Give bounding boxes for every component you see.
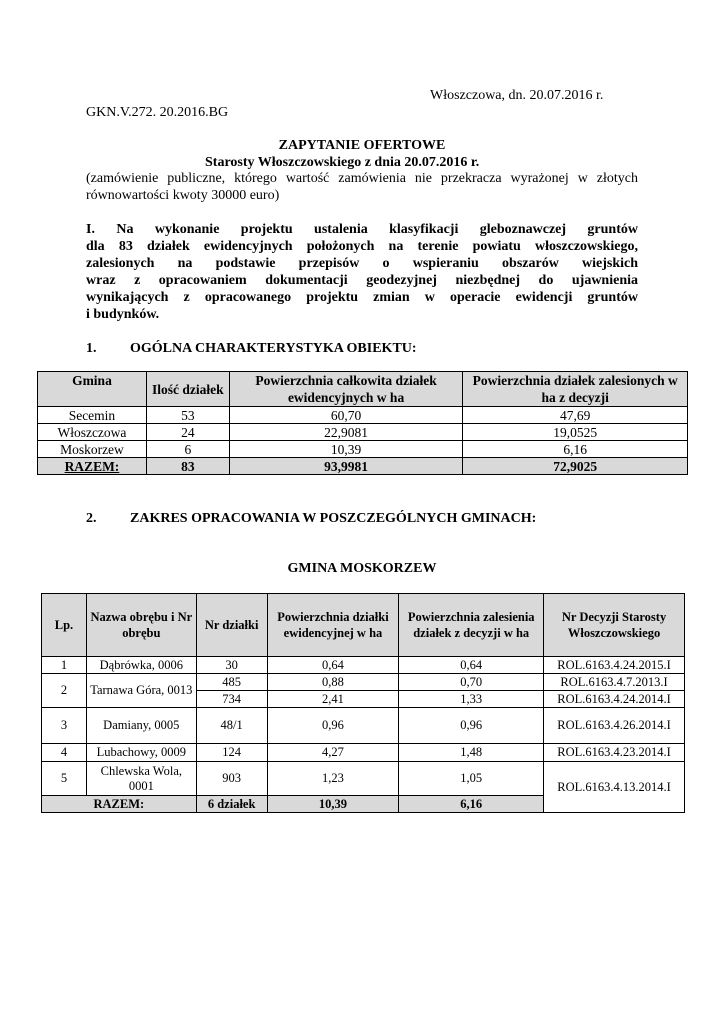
table-row bbox=[38, 441, 688, 458]
cell: 47,69 bbox=[463, 407, 688, 424]
total-forested: 72,9025 bbox=[463, 458, 688, 475]
col-pow-zalesienia: Powierzchnia zalesienia działek z decyzji w ha bbox=[399, 594, 544, 657]
table-row bbox=[42, 762, 685, 796]
cell: 2 bbox=[42, 674, 87, 708]
section-i-line-4: wraz z opracowaniem dokumentacji geodezyjnej niezbędnej do ujawnienia bbox=[86, 273, 638, 288]
cell: ROL.6163.4.24.2014.I bbox=[544, 691, 685, 708]
section-2-title: ZAKRES OPRACOWANIA W POSZCZEGÓLNYCH GMINACH: bbox=[130, 511, 537, 526]
cell: 2,41 bbox=[267, 691, 399, 708]
total-area: 93,9981 bbox=[229, 458, 463, 475]
moskorzew-table bbox=[41, 593, 685, 813]
total-forested: 6,16 bbox=[399, 796, 544, 813]
cell: 4,27 bbox=[267, 744, 399, 762]
table-row bbox=[38, 407, 688, 424]
cell: 0,64 bbox=[399, 657, 544, 674]
cell: ROL.6163.4.26.2014.I bbox=[544, 708, 685, 744]
document-subtitle: Starosty Włoszczowskiego z dnia 20.07.2016 r. bbox=[205, 155, 480, 170]
cell: Chlewska Wola, 0001 bbox=[86, 762, 196, 796]
cell: 6,16 bbox=[463, 441, 688, 458]
table-row bbox=[42, 708, 685, 744]
cell: 1 bbox=[42, 657, 87, 674]
cell: Dąbrówka, 0006 bbox=[86, 657, 196, 674]
cell: 30 bbox=[196, 657, 267, 674]
cell: 734 bbox=[196, 691, 267, 708]
cell: 60,70 bbox=[229, 407, 463, 424]
cell: 0,88 bbox=[267, 674, 399, 691]
total-label: RAZEM: bbox=[38, 458, 147, 475]
cell: 22,9081 bbox=[229, 424, 463, 441]
section-1-number: 1. bbox=[86, 341, 97, 356]
reference-number: GKN.V.272. 20.2016.BG bbox=[86, 105, 229, 120]
col-pow-ewid: Powierzchnia działki ewidencyjnej w ha bbox=[267, 594, 399, 657]
cell: 485 bbox=[196, 674, 267, 691]
total-count: 6 działek bbox=[196, 796, 267, 813]
cell: ROL.6163.4.7.2013.I bbox=[544, 674, 685, 691]
total-count: 83 bbox=[146, 458, 229, 475]
cell: 3 bbox=[42, 708, 87, 744]
gmina-title: GMINA MOSKORZEW bbox=[287, 561, 437, 576]
section-i-line-2: dla 83 działek ewidencyjnych położonych na terenie powiatu włoszczowskiego, bbox=[86, 239, 638, 254]
cell: ROL.6163.4.24.2015.I bbox=[544, 657, 685, 674]
cell: Włoszczowa bbox=[38, 424, 147, 441]
cell: 5 bbox=[42, 762, 87, 796]
table-row bbox=[42, 657, 685, 674]
col-ilosc: Ilość działek bbox=[146, 372, 229, 407]
cell: 53 bbox=[146, 407, 229, 424]
cell: 10,39 bbox=[229, 441, 463, 458]
section-i-line-1: I. Na wykonanie projektu ustalenia klasyfikacji gleboznawczej gruntów bbox=[86, 222, 638, 237]
place-date: Włoszczowa, dn. 20.07.2016 r. bbox=[430, 88, 604, 103]
col-pow-calkowita: Powierzchnia całkowita działek ewidencyjnych w ha bbox=[229, 372, 463, 407]
total-area: 10,39 bbox=[267, 796, 399, 813]
col-lp: Lp. bbox=[42, 594, 87, 657]
cell: 6 bbox=[146, 441, 229, 458]
cell: 1,48 bbox=[399, 744, 544, 762]
cell: 0,70 bbox=[399, 674, 544, 691]
cell: 19,0525 bbox=[463, 424, 688, 441]
moskorzew-table-header bbox=[42, 594, 685, 657]
col-obreb: Nazwa obrębu i Nr obrębu bbox=[86, 594, 196, 657]
table-row bbox=[42, 744, 685, 762]
cell: 4 bbox=[42, 744, 87, 762]
cell: Tarnawa Góra, 0013 bbox=[86, 674, 196, 708]
section-1-title: OGÓLNA CHARAKTERYSTYKA OBIEKTU: bbox=[130, 341, 417, 356]
section-i-line-3: zalesionych na podstawie przepisów o wspieraniu obszarów wiejskich bbox=[86, 256, 638, 271]
cell: 0,96 bbox=[267, 708, 399, 744]
cell: Secemin bbox=[38, 407, 147, 424]
cell: 1,23 bbox=[267, 762, 399, 796]
cell: 48/1 bbox=[196, 708, 267, 744]
col-nr-dzialki: Nr działki bbox=[196, 594, 267, 657]
cell: 124 bbox=[196, 744, 267, 762]
cell: 0,64 bbox=[267, 657, 399, 674]
summary-table-header bbox=[38, 372, 688, 407]
section-2-number: 2. bbox=[86, 511, 97, 526]
note-line-1: (zamówienie publiczne, którego wartość zamówienia nie przekracza wyrażonej w złotych bbox=[86, 171, 638, 186]
cell: 0,96 bbox=[399, 708, 544, 744]
document-title: ZAPYTANIE OFERTOWE bbox=[278, 138, 446, 153]
section-i-line-5: wynikających z opracowanego projektu zmian w operacie ewidencji gruntów bbox=[86, 290, 638, 305]
section-i-line-6: i budynków. bbox=[86, 307, 160, 322]
note-line-2: równowartości kwoty 30000 euro) bbox=[86, 188, 280, 203]
cell: Moskorzew bbox=[38, 441, 147, 458]
cell: 1,33 bbox=[399, 691, 544, 708]
total-label: RAZEM: bbox=[42, 796, 197, 813]
cell: ROL.6163.4.23.2014.I bbox=[544, 744, 685, 762]
summary-total-row bbox=[38, 458, 688, 475]
cell: ROL.6163.4.13.2014.I bbox=[544, 762, 685, 813]
cell: 24 bbox=[146, 424, 229, 441]
col-pow-zalesiona: Powierzchnia działek zalesionych w ha z decyzji bbox=[463, 372, 688, 407]
summary-table bbox=[37, 371, 688, 475]
cell: 903 bbox=[196, 762, 267, 796]
table-row bbox=[38, 424, 688, 441]
cell: Lubachowy, 0009 bbox=[86, 744, 196, 762]
col-nr-decyzji: Nr Decyzji Starosty Włoszczowskiego bbox=[544, 594, 685, 657]
cell: 1,05 bbox=[399, 762, 544, 796]
col-gmina: Gmina bbox=[38, 372, 147, 407]
cell: Damiany, 0005 bbox=[86, 708, 196, 744]
table-row bbox=[42, 674, 685, 691]
